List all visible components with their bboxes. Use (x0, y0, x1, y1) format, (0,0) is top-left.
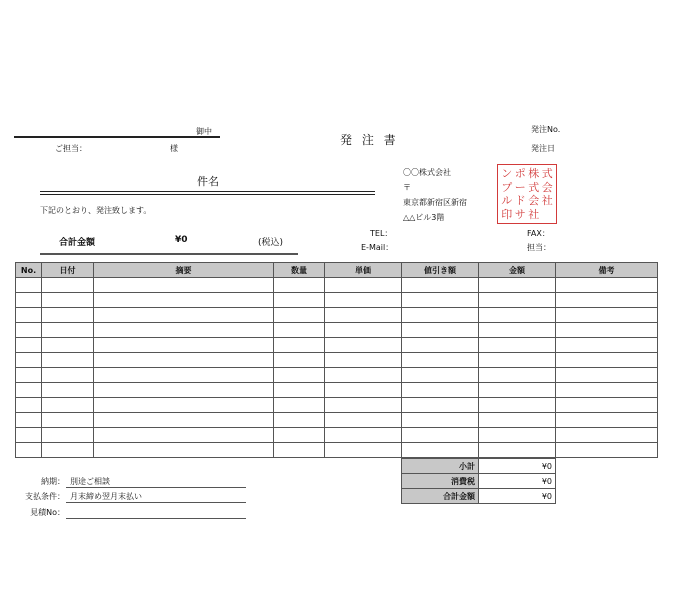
table-cell[interactable] (274, 278, 325, 293)
company-name: 〇〇株式会社 (403, 168, 451, 177)
table-cell[interactable] (16, 443, 42, 458)
table-row (16, 338, 658, 353)
table-cell[interactable] (402, 428, 479, 443)
table-cell[interactable] (274, 293, 325, 308)
table-cell[interactable] (325, 323, 402, 338)
table-cell[interactable] (556, 368, 658, 383)
recipient-underline (14, 136, 220, 138)
seal-character: ド (514, 194, 526, 207)
table-cell[interactable] (479, 383, 556, 398)
col-description: 摘要 (94, 263, 274, 278)
table-cell[interactable] (325, 308, 402, 323)
table-cell[interactable] (16, 353, 42, 368)
table-cell[interactable] (479, 338, 556, 353)
table-cell[interactable] (402, 353, 479, 368)
table-cell[interactable] (274, 413, 325, 428)
items-table (15, 262, 658, 458)
payment-label: 支払条件： (25, 492, 65, 501)
table-row (16, 413, 658, 428)
seal-character: 社 (541, 194, 553, 207)
subject-underline-1 (40, 191, 375, 192)
table-cell[interactable] (94, 353, 274, 368)
table-cell[interactable] (42, 308, 94, 323)
table-cell[interactable] (16, 383, 42, 398)
table-cell[interactable] (479, 278, 556, 293)
order-no-label: 発注No. (531, 125, 561, 134)
table-row (16, 293, 658, 308)
table-cell[interactable] (274, 368, 325, 383)
table-cell[interactable] (325, 413, 402, 428)
table-cell[interactable] (556, 413, 658, 428)
delivery-label: 納期： (41, 477, 65, 486)
tax-value: ¥0 (479, 474, 556, 489)
total-underline (40, 253, 298, 255)
table-cell[interactable] (274, 338, 325, 353)
company-tanto-label: 担当： (527, 243, 551, 252)
table-cell[interactable] (325, 368, 402, 383)
table-cell[interactable] (402, 338, 479, 353)
table-cell[interactable] (94, 398, 274, 413)
table-cell[interactable] (479, 353, 556, 368)
table-row (16, 383, 658, 398)
table-cell[interactable] (479, 398, 556, 413)
table-cell[interactable] (42, 428, 94, 443)
table-cell[interactable] (479, 428, 556, 443)
table-cell[interactable] (479, 308, 556, 323)
totals-table (401, 458, 556, 504)
table-cell[interactable] (94, 323, 274, 338)
table-cell[interactable] (94, 338, 274, 353)
table-cell[interactable] (479, 413, 556, 428)
col-amount: 金額 (479, 263, 556, 278)
intro-text: 下記のとおり、発注致します。 (40, 206, 152, 215)
table-cell[interactable] (325, 338, 402, 353)
total-label: 合計金額 (59, 238, 96, 248)
col-remarks: 備考 (556, 263, 658, 278)
postal-mark: 〒 (403, 183, 411, 192)
seal-character: 社 (528, 207, 540, 221)
table-header-row (16, 263, 658, 278)
table-cell[interactable] (556, 338, 658, 353)
table-cell[interactable] (94, 443, 274, 458)
seal-character: 印 (501, 207, 513, 221)
seal-character: ー (514, 180, 526, 194)
delivery-value: 別途ご相談 (70, 477, 110, 486)
table-cell[interactable] (94, 428, 274, 443)
table-cell[interactable] (274, 398, 325, 413)
table-cell[interactable] (16, 428, 42, 443)
seal-character: ル (501, 194, 513, 207)
email-label: E-Mail： (361, 243, 394, 252)
table-cell[interactable] (479, 443, 556, 458)
table-cell[interactable] (274, 428, 325, 443)
grand-total-row (402, 489, 556, 504)
table-cell[interactable] (274, 443, 325, 458)
seal-character: 式 (541, 167, 553, 180)
table-row (16, 323, 658, 338)
table-cell[interactable] (16, 398, 42, 413)
table-cell[interactable] (325, 278, 402, 293)
tax-included-label: (税込) (258, 238, 284, 248)
table-cell[interactable] (42, 443, 94, 458)
table-cell[interactable] (42, 383, 94, 398)
subject-underline-2 (40, 194, 375, 195)
table-cell[interactable] (42, 368, 94, 383)
table-cell[interactable] (42, 413, 94, 428)
col-unit-price: 単価 (325, 263, 402, 278)
table-cell[interactable] (94, 278, 274, 293)
company-seal (497, 164, 557, 224)
col-date: 日付 (42, 263, 94, 278)
subtotal-label: 小計 (402, 459, 479, 474)
seal-character: プ (501, 180, 513, 194)
grand-total-label: 合計金額 (402, 489, 479, 504)
tax-row (402, 474, 556, 489)
tel-label: TEL： (370, 229, 393, 238)
col-quantity: 数量 (274, 263, 325, 278)
table-cell[interactable] (402, 368, 479, 383)
subject-label: 件名 (197, 175, 219, 188)
onchu-label: 御中 (196, 127, 212, 136)
table-cell[interactable] (42, 323, 94, 338)
table-cell[interactable] (16, 368, 42, 383)
seal-character (541, 208, 555, 222)
table-cell[interactable] (325, 353, 402, 368)
table-row (16, 428, 658, 443)
col-discount: 値引き額 (402, 263, 479, 278)
table-cell[interactable] (325, 443, 402, 458)
total-value: ¥0 (175, 235, 188, 245)
seal-character: サ (514, 207, 526, 221)
table-cell[interactable] (274, 323, 325, 338)
table-cell[interactable] (556, 323, 658, 338)
table-cell[interactable] (325, 383, 402, 398)
seal-character: 式 (528, 180, 540, 194)
estimate-underline (66, 518, 246, 519)
table-cell[interactable] (16, 413, 42, 428)
table-cell[interactable] (556, 308, 658, 323)
table-cell[interactable] (16, 278, 42, 293)
table-cell[interactable] (325, 398, 402, 413)
table-cell[interactable] (402, 383, 479, 398)
table-cell[interactable] (402, 443, 479, 458)
seal-character: 会 (541, 180, 553, 194)
table-cell[interactable] (402, 398, 479, 413)
table-row (16, 308, 658, 323)
table-cell[interactable] (16, 323, 42, 338)
table-cell[interactable] (556, 383, 658, 398)
grand-total-value: ¥0 (479, 489, 556, 504)
company-address-2: △△ビル3階 (403, 213, 445, 222)
payment-value: 月末締め翌月末払い (70, 492, 142, 501)
table-cell[interactable] (556, 293, 658, 308)
document-title: 発 注 書 (340, 133, 399, 147)
table-cell[interactable] (42, 398, 94, 413)
table-cell[interactable] (16, 293, 42, 308)
recipient-tanto-label: ご担当： (55, 144, 87, 153)
table-cell[interactable] (325, 428, 402, 443)
table-cell[interactable] (402, 413, 479, 428)
table-cell[interactable] (556, 428, 658, 443)
table-cell[interactable] (274, 308, 325, 323)
table-cell[interactable] (274, 353, 325, 368)
table-cell[interactable] (479, 323, 556, 338)
table-row (16, 368, 658, 383)
table-cell[interactable] (42, 278, 94, 293)
table-cell[interactable] (556, 278, 658, 293)
table-cell[interactable] (94, 413, 274, 428)
table-cell[interactable] (42, 293, 94, 308)
order-date-label: 発注日 (531, 144, 555, 153)
table-cell[interactable] (402, 278, 479, 293)
table-cell[interactable] (402, 293, 479, 308)
table-cell[interactable] (94, 368, 274, 383)
table-cell[interactable] (16, 338, 42, 353)
col-no: No. (16, 263, 42, 278)
delivery-underline (66, 487, 246, 488)
table-cell[interactable] (42, 353, 94, 368)
fax-label: FAX： (527, 229, 550, 238)
table-cell[interactable] (402, 323, 479, 338)
recipient-sama-label: 様 (170, 144, 178, 153)
seal-character: ン (501, 167, 513, 180)
company-address-1: 東京都新宿区新宿 (403, 198, 467, 207)
subtotal-row (402, 459, 556, 474)
table-cell[interactable] (325, 293, 402, 308)
tax-label: 消費税 (402, 474, 479, 489)
table-row (16, 443, 658, 458)
table-row (16, 353, 658, 368)
payment-underline (66, 502, 246, 503)
table-cell[interactable] (94, 308, 274, 323)
table-cell[interactable] (479, 293, 556, 308)
table-cell[interactable] (556, 353, 658, 368)
table-cell[interactable] (479, 368, 556, 383)
seal-character: 株 (528, 167, 540, 180)
table-cell[interactable] (556, 398, 658, 413)
estimate-label: 見積No： (30, 508, 65, 517)
table-cell[interactable] (402, 308, 479, 323)
table-cell[interactable] (556, 443, 658, 458)
table-cell[interactable] (16, 308, 42, 323)
table-cell[interactable] (42, 338, 94, 353)
table-row (16, 398, 658, 413)
seal-character: 会 (528, 194, 540, 207)
table-cell[interactable] (274, 383, 325, 398)
table-cell[interactable] (94, 293, 274, 308)
seal-character: ポ (514, 167, 526, 180)
table-row (16, 278, 658, 293)
subtotal-value: ¥0 (479, 459, 556, 474)
table-cell[interactable] (94, 383, 274, 398)
